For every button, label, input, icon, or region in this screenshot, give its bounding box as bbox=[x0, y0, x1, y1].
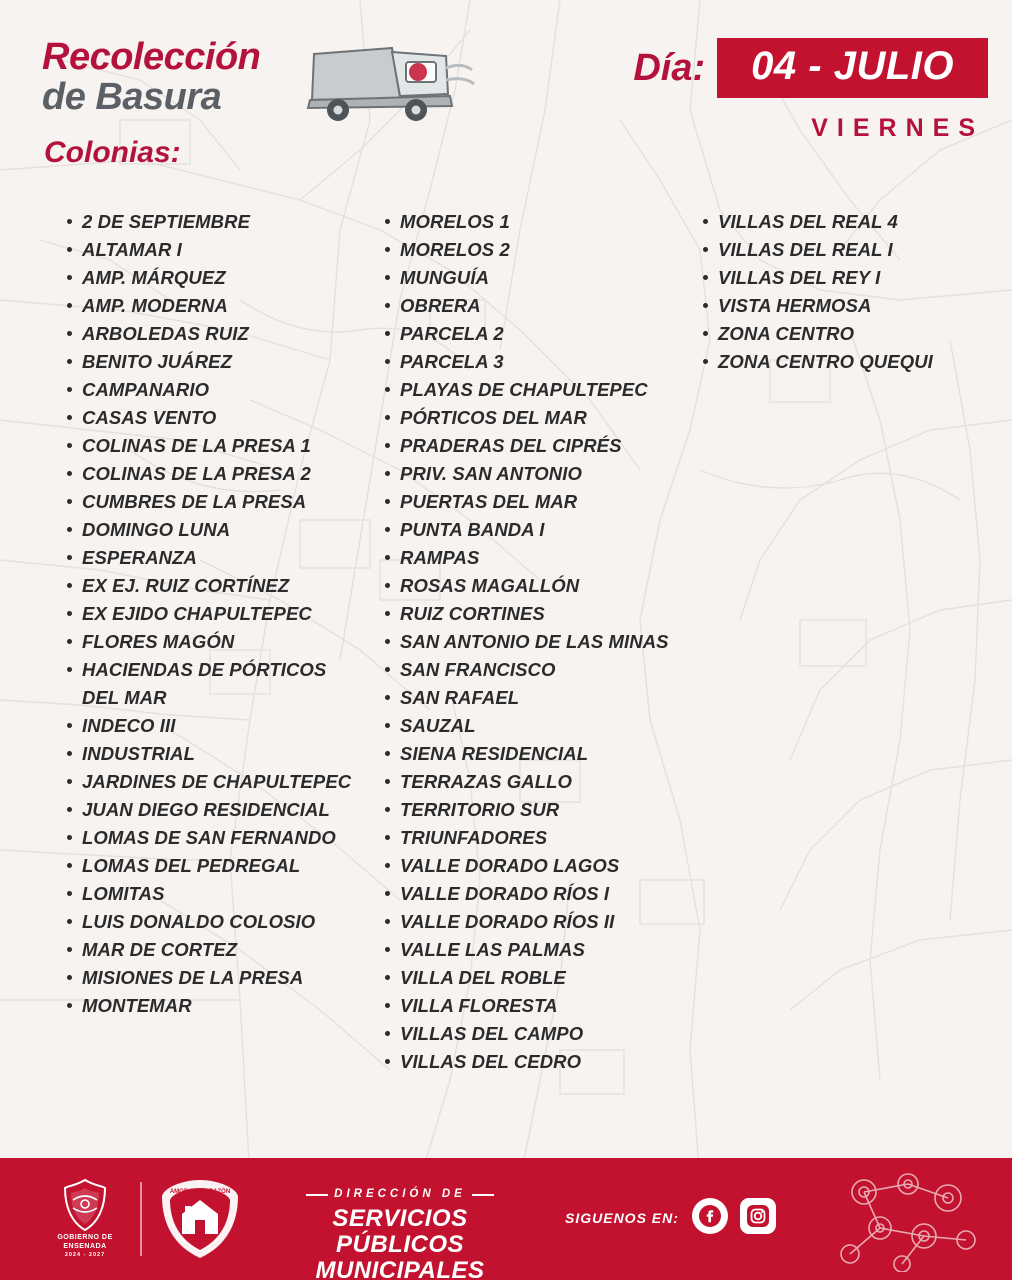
colonia-list-item: FLORES MAGÓN bbox=[82, 628, 354, 656]
colonia-list-item: VILLAS DEL REAL 4 bbox=[718, 208, 990, 236]
colonia-list-item: ALTAMAR I bbox=[82, 236, 354, 264]
social-links bbox=[692, 1198, 776, 1234]
department-main-line2: MUNICIPALES bbox=[315, 1256, 485, 1280]
weekday-label: VIERNES bbox=[811, 114, 984, 142]
colonia-list-item: 2 DE SEPTIEMBRE bbox=[82, 208, 354, 236]
colonia-list-item: MORELOS 1 bbox=[400, 208, 672, 236]
decorative-pattern-icon bbox=[824, 1166, 994, 1277]
day-label: Día: bbox=[633, 46, 706, 89]
colonias-columns bbox=[60, 208, 990, 1076]
colonia-list-item: VALLE DORADO RÍOS I bbox=[400, 880, 672, 908]
day-block bbox=[633, 38, 988, 98]
colonia-list-item: CASAS VENTO bbox=[82, 404, 354, 432]
department-main-line1: SERVICIOS PÚBLICOS bbox=[332, 1205, 468, 1258]
page-title bbox=[42, 38, 260, 119]
header bbox=[0, 0, 1012, 180]
colonia-list-item: PLAYAS DE CHAPULTEPEC bbox=[400, 376, 672, 404]
colonia-list-item: RUIZ CORTINES bbox=[400, 600, 672, 628]
colonia-list-item: VILLAS DEL CAMPO bbox=[400, 1020, 672, 1048]
colonia-list-item: PÓRTICOS DEL MAR bbox=[400, 404, 672, 432]
colonia-list-item: BENITO JUÁREZ bbox=[82, 348, 354, 376]
colonia-list-item: PRADERAS DEL CIPRÉS bbox=[400, 432, 672, 460]
colonia-list-item: EX EJ. RUIZ CORTÍNEZ bbox=[82, 572, 354, 600]
colonia-list-item: VALLE LAS PALMAS bbox=[400, 936, 672, 964]
colonia-list-item: ZONA CENTRO bbox=[718, 320, 990, 348]
colonia-list-item: ARBOLEDAS RUIZ bbox=[82, 320, 354, 348]
colonia-list-item: INDUSTRIAL bbox=[82, 740, 354, 768]
colonia-list-item: PRIV. SAN ANTONIO bbox=[400, 460, 672, 488]
colonia-list-item: EX EJIDO CHAPULTEPEC bbox=[82, 600, 354, 628]
colonia-list-item: VALLE DORADO RÍOS II bbox=[400, 908, 672, 936]
colonias-heading: Colonias: bbox=[44, 136, 181, 169]
department-main bbox=[265, 1206, 535, 1280]
colonia-list-item: PARCELA 2 bbox=[400, 320, 672, 348]
colonia-list-item: JARDINES DE CHAPULTEPEC bbox=[82, 768, 354, 796]
colonias-list-2 bbox=[378, 208, 672, 1076]
colonia-list-item: VILLA FLORESTA bbox=[400, 992, 672, 1020]
colonia-list-item: VALLE DORADO LAGOS bbox=[400, 852, 672, 880]
follow-label: SIGUENOS EN: bbox=[565, 1210, 679, 1226]
crest-caption: GOBIERNO DE ENSENADA 2024 - 2027 bbox=[57, 1234, 113, 1258]
colonia-list-item: INDECO III bbox=[82, 712, 354, 740]
colonia-list-item: AMP. MODERNA bbox=[82, 292, 354, 320]
colonia-list-item: DOMINGO LUNA bbox=[82, 516, 354, 544]
department-prefix: DIRECCIÓN DE bbox=[320, 1188, 480, 1200]
colonia-list-item: COLINAS DE LA PRESA 2 bbox=[82, 460, 354, 488]
colonia-list-item: TRIUNFADORES bbox=[400, 824, 672, 852]
colonia-list-item: SAN FRANCISCO bbox=[400, 656, 672, 684]
svg-text:AMOR EN CORAZÓN: AMOR EN CORAZÓN bbox=[169, 1189, 231, 1195]
colonia-list-item: VILLAS DEL REY I bbox=[718, 264, 990, 292]
title-line-1: Recolección bbox=[42, 36, 261, 78]
colonia-list-item: SIENA RESIDENCIAL bbox=[400, 740, 672, 768]
government-crest-icon bbox=[42, 1178, 128, 1260]
colonia-list-item: ROSAS MAGALLÓN bbox=[400, 572, 672, 600]
colonia-list-item: VILLAS DEL REAL I bbox=[718, 236, 990, 264]
colonia-list-item: JUAN DIEGO RESIDENCIAL bbox=[82, 796, 354, 824]
colonia-list-item: CUMBRES DE LA PRESA bbox=[82, 488, 354, 516]
colonia-list-item: AMP. MÁRQUEZ bbox=[82, 264, 354, 292]
colonia-list-item: SAUZAL bbox=[400, 712, 672, 740]
colonia-list-item: MUNGUÍA bbox=[400, 264, 672, 292]
colonia-list-item: OBRERA bbox=[400, 292, 672, 320]
colonia-list-item: LOMAS DEL PEDREGAL bbox=[82, 852, 354, 880]
colonia-list-item: TERRITORIO SUR bbox=[400, 796, 672, 824]
colonia-list-item: MORELOS 2 bbox=[400, 236, 672, 264]
colonia-list-item: SAN ANTONIO DE LAS MINAS bbox=[400, 628, 672, 656]
colonia-list-item: PUNTA BANDA I bbox=[400, 516, 672, 544]
colonia-list-item: TERRAZAS GALLO bbox=[400, 768, 672, 796]
colonias-column-3 bbox=[696, 208, 990, 1076]
colonias-column-2 bbox=[378, 208, 672, 1076]
colonia-list-item: COLINAS DE LA PRESA 1 bbox=[82, 432, 354, 460]
colonias-list-1 bbox=[60, 208, 354, 1020]
colonia-list-item: VILLAS DEL CEDRO bbox=[400, 1048, 672, 1076]
colonia-list-item: LOMAS DE SAN FERNANDO bbox=[82, 824, 354, 852]
footer-divider bbox=[140, 1182, 142, 1256]
title-line-2: de Basura bbox=[42, 76, 222, 118]
colonia-list-item: SAN RAFAEL bbox=[400, 684, 672, 712]
day-value-badge: 04 - JULIO bbox=[717, 38, 988, 98]
colonia-list-item: PARCELA 3 bbox=[400, 348, 672, 376]
colonia-list-item: MAR DE CORTEZ bbox=[82, 936, 354, 964]
colonia-list-item: VISTA HERMOSA bbox=[718, 292, 990, 320]
colonia-list-item: ESPERANZA bbox=[82, 544, 354, 572]
colonia-list-item: LUIS DONALDO COLOSIO bbox=[82, 908, 354, 936]
colonia-list-item: ZONA CENTRO QUEQUI bbox=[718, 348, 990, 376]
colonia-list-item: HACIENDAS DE PÓRTICOS DEL MAR bbox=[82, 656, 354, 712]
colonias-column-1 bbox=[60, 208, 354, 1076]
colonia-list-item: MONTEMAR bbox=[82, 992, 354, 1020]
instagram-icon[interactable] bbox=[740, 1198, 776, 1234]
colonia-list-item: VILLA DEL ROBLE bbox=[400, 964, 672, 992]
facebook-icon[interactable] bbox=[692, 1198, 728, 1234]
footer bbox=[0, 1158, 1012, 1280]
colonia-list-item: CAMPANARIO bbox=[82, 376, 354, 404]
colonia-list-item: RAMPAS bbox=[400, 544, 672, 572]
colonias-list-3 bbox=[696, 208, 990, 376]
department-name bbox=[265, 1184, 535, 1280]
amor-en-corazon-seal-icon bbox=[152, 1176, 248, 1267]
garbage-truck-icon bbox=[296, 34, 476, 131]
colonia-list-item: PUERTAS DEL MAR bbox=[400, 488, 672, 516]
colonia-list-item: LOMITAS bbox=[82, 880, 354, 908]
colonia-list-item: MISIONES DE LA PRESA bbox=[82, 964, 354, 992]
